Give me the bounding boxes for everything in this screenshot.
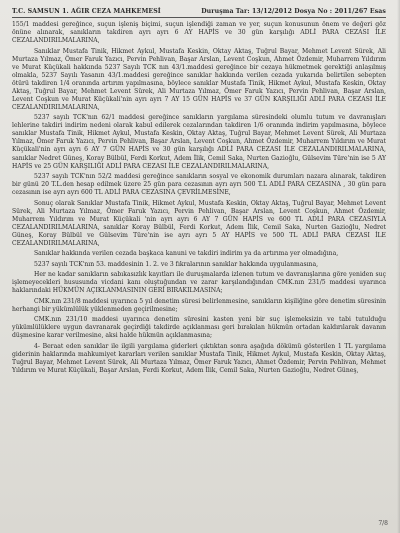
paragraph: Sanıklar hakkında verilen cezada başkaca kanuni ve takdiri indirim ya da artırıma yer olmadığına, bbox=[34, 250, 339, 258]
paragraph: CMK.nın 231/8 maddesi uyarınca 5 yıl denetim süresi belirlenmesine, sanıkların kişiliğine göre denetim süresinin herhangi bir yükümlülük yüklenmeden geçirilmesine; bbox=[12, 297, 386, 313]
court-name: T.C. SAMSUN 1. AĞIR CEZA MAHKEMESİ bbox=[12, 8, 161, 15]
page-number: 7/8 bbox=[378, 520, 388, 527]
paragraph: Her ne kadar sanıkların sabıkasızlık kayıtları ile duruşmalarda izlenen tutum ve davranışlarına göre yeniden suç işlemeyecekleri hususunda vicdani kanı oluştuğundan ve zarar karşılandığından CMK.nın 231/5 maddesi uyarınca haklarındaki HÜKMÜN AÇIKLANMASININ GERİ BIRAKILMASINA; bbox=[12, 271, 386, 295]
paragraph: 5237 sayılı TCK'nın 62/1 maddesi gereğince sanıkların yargılama süresindeki olumlu tutum ve davranışları lehlerine takdiri indirim nedeni olarak kabul edilerek cezalarından takdiren 1/6 oranında indirim yapılmasına, böylece sanıklar Mustafa Tinik, Hikmet Aykul, Mustafa Keskin, Oktay Aktaş, Tuğrul Bayar, Mehmet Levent Sürek, Ali Murtaza Yılmaz, Ömer Faruk Yazıcı, Pervin Pehlivan, Başar Arslan, Levent Coşkun, Ahmet Özdemir, Muharrem Yıldırım ve Murat Küçükali'nin ayrı ayrı 6 AY 7 GÜN HAPİS ve 30 gün karşılığı ADLİ PARA CEZASI İLE CEZALANDIRILMALARINA, sanıklar Nedret Güneş, Koray Bülbül, Ferdi Korkut, Adem İlik, Cemil Saka, Nurten Gazioğlu, Gülsevim Türe'nin ise 5 AY HAPİS ve 25 GÜN KARŞILIĞI ADLİ PARA CEZASI İLE CEZALANDIRILMALARINA, bbox=[12, 114, 386, 170]
document-body bbox=[12, 21, 386, 375]
paragraph: CMK.nın 231/10 maddesi uyarınca denetim süresini kasten yeni bir suç işlemeksizin ve tabi tutulduğu yükümlülüklere uygun davranarak geçirdiği takdirde açıklanması geri bırakılan hükmün ortadan kaldırılarak davanın düşmesine karar verilmesine, aksi halde hükmün açıklanmasına; bbox=[12, 316, 386, 340]
paragraph: 5237 sayılı TCK'nın 53. maddesinin 1. 2. ve 3 fıkralarının sanıklar hakkında uygulanmasına, bbox=[34, 260, 319, 268]
paragraph: 5237 sayılı TCK'nın 52/2 maddesi gereğince sanıkların sosyal ve ekonomik durumları nazara alınarak, takdiren bir günü 20 T.L.den hesap edilmek üzere 25 gün para cezasının ayrı ayrı 500 T.L ADLİ PARA CEZASINA , 30 gün para cezasının ise ayrı ayrı 600 TL ADLİ PARA CEZASINA ÇEVRİLMESİNE, bbox=[12, 173, 386, 197]
paragraph: Sanıklar Mustafa Tinik, Hikmet Aykul, Mustafa Keskin, Oktay Aktaş, Tuğrul Bayar, Mehmet Levent Sürek, Ali Murtaza Yılmaz, Ömer Faruk Yazıcı, Pervin Pehlivan, Başar Arslan, Levent Coşkun, Ahmet Özdemir, Muharrem Yıldırım ve Murat Küçükali hakkında 5237 Sayılı TCK nın 43/1.maddesi gereğince bir cezaya hükmetmek gerektiği anlaşılmış olmakla, 5237 Sayılı Yasanın 43/1.maddesi gereğince sanıklar hakkında verilen cezada yukarıda belirtilen sebepten ötürü takdiren 1/4 oranında artırım yapılmasına, böylece sanıklar Mustafa Tinik, Hikmet Aykul, Mustafa Keskin, Oktay Aktaş, Tuğrul Bayar, Mehmet Levent Sürek, Ali Murtaza Yılmaz, Ömer Faruk Yazıcı, Pervin Pehlivan, Başar Arslan, Levent Coşkun ve Murat Küçükali'nin ayrı ayrı 7 AY 15 GÜN HAPİS ve 37 GÜN KARŞILIĞI ADLİ PARA CEZASI İLE CEZALANDIRILMALARINA, bbox=[12, 47, 386, 111]
case-info: Duruşma Tar: 13/12/2012 Dosya No : 2011/267 Esas bbox=[201, 8, 386, 15]
document-header bbox=[12, 8, 386, 18]
paragraph: 155/1 maddesi gereğince, suçun işleniş biçimi, suçun işlendiği zaman ve yer, suçun konusunun önem ve değeri göz önüne alınarak, sanıkların takdiren ayrı ayrı 6 AY HAPİS ve 30 gün karşılığı ADLİ PARA CEZASI İLE CEZALANDIRILMALARINA, bbox=[12, 21, 386, 45]
paragraph: Sonuç olarak Sanıklar Mustafa Tinik, Hikmet Aykul, Mustafa Keskin, Oktay Aktaş, Tuğrul Bayar, Mehmet Levent Sürek, Ali Murtaza Yılmaz, Ömer Faruk Yazıcı, Pervin Pehlivan, Başar Arslan, Levent Coşkun, Ahmet Özdemir, Muharrem Yıldırım ve Murat Küçükali 'nin ayrı ayrı 6 AY 7 GÜN HAPİS ve 600 TL ADLİ PARA CEZASIYLA CEZALANDIRILMALARINA, sanıklar Koray Bülbül, Ferdi Korkut, Adem İlik, Cemil Saka, Nurten Gazioğlu, Nedret Güneş, Koray Bülbül ve Gülsevim Türe'nin ise ayrı ayrı 5 AY HAPİS ve 500 TL ADLİ PARA CEZASI İLE CEZALANDIRILMALARINA, bbox=[12, 199, 386, 247]
paragraph: 4- Beraat eden sanıklar ile ilgili yargılama giderleri çıktıktan sonra aşağıda dökümü gösterilen 1 TL yargılama giderinin haklarında mahkumiyet kararları verilen sanıklar Mustafa Tinik, Hikmet Aykul, Mustafa Keskin, Oktay Aktaş, Tuğrul Bayar, Mehmet Levent Sürek, Ali Murtaza Yılmaz, Ömer Faruk Yazıcı, Ahmet Özdemir, Pervin Pehlivan, Mehmet Yıldırım ve Murat Küçükali, Başar Arslan, Ferdi Korkut, Adem İlik, Cemil Saka, Nurten Gazioğlu, Nedret Güneş, bbox=[12, 342, 386, 374]
